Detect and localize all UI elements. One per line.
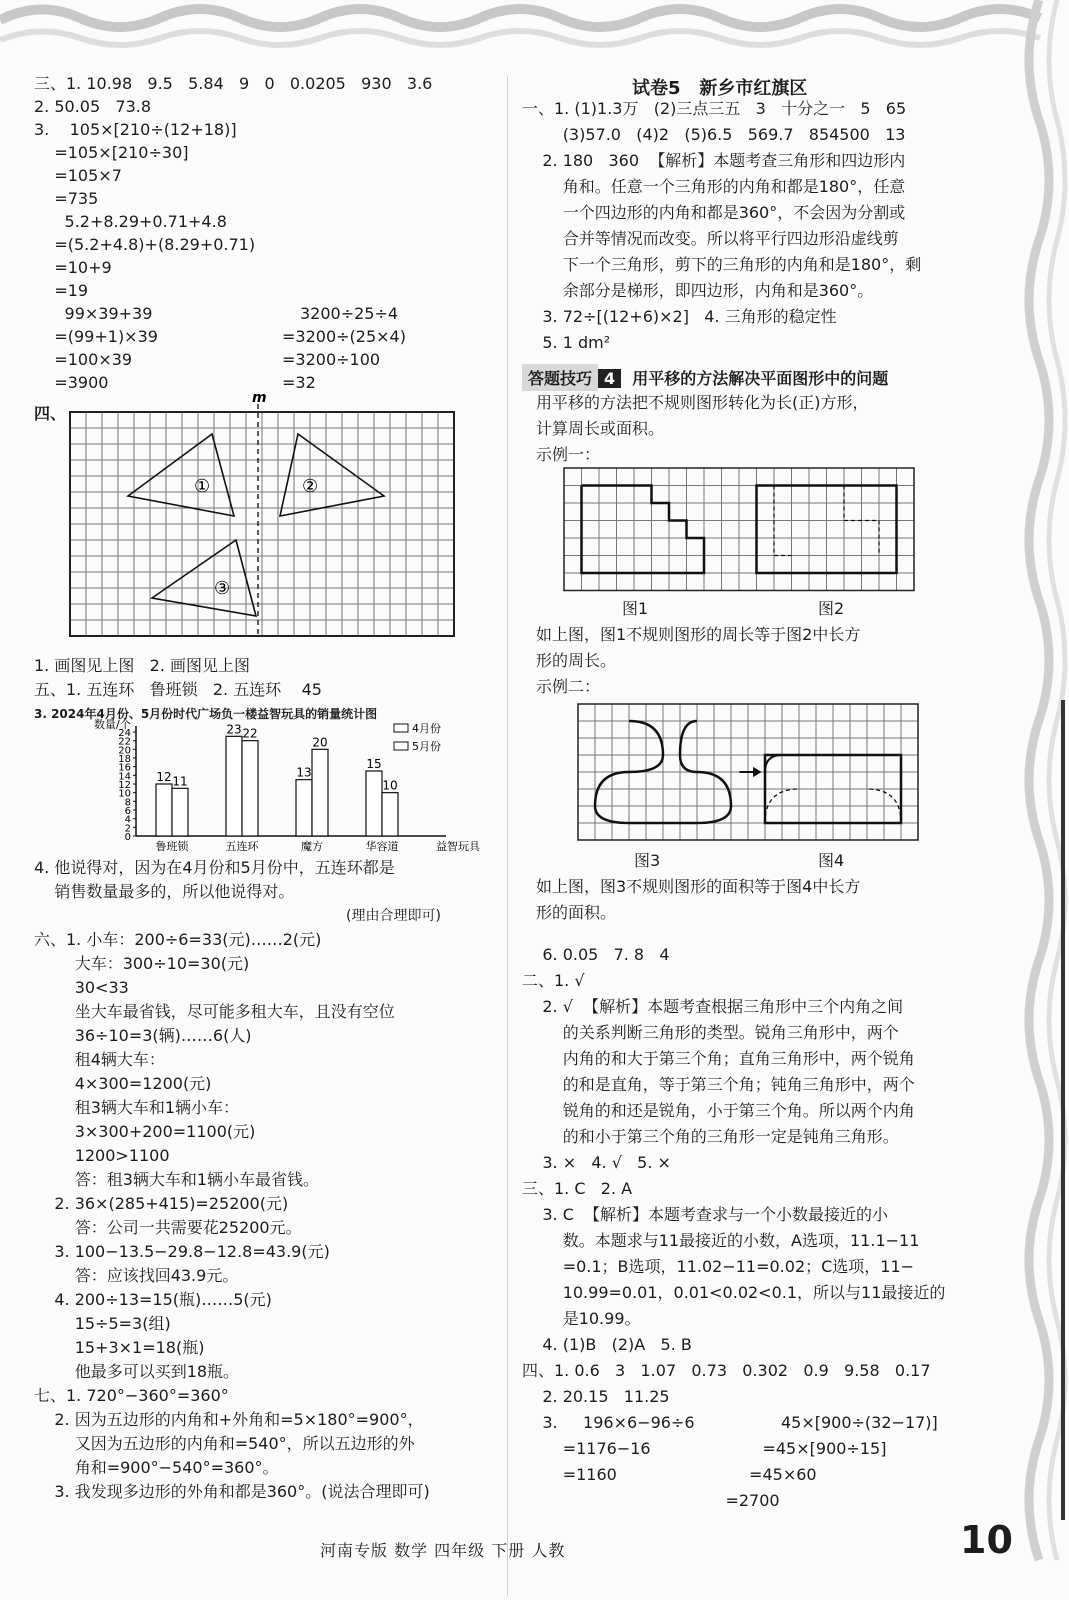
x-category-label: 魔方 [301,840,323,853]
answer-line: 下一个三角形，剪下的三角形的内角和是180°，剩 [522,255,922,274]
legend-label: 4月份 [412,722,441,735]
fig-4-caption: 图4 [818,851,845,870]
y-tick-label: 24 [118,728,131,739]
bar [296,780,312,836]
answer-line: 锐角的和还是锐角，小于第三个角。所以两个内角 [522,1101,915,1120]
answer-line: 15÷5=3(组) [34,1314,171,1333]
y-tick-label: 2 [124,823,131,835]
y-tick-label: 22 [118,736,131,748]
bar-chart [94,718,494,854]
answer-line: 是10.99。 [522,1309,641,1328]
answer-line: =1160 =45×60 [522,1465,817,1484]
answer-line: =2700 [522,1491,780,1510]
bar [226,736,242,836]
x-category-label: 五连环 [225,840,259,853]
fig4-arc [765,755,782,772]
answer-line: 2. 因为五边形的内角和+外角和=5×180°=900°， [34,1410,424,1429]
calc-line: 三、1. 10.98 9.5 5.84 9 0 0.0205 930 3.6 [34,74,433,93]
answer-line: 七、1. 720°−360°=360° [34,1386,229,1405]
answer-line: 30<33 [34,978,129,997]
example-line: 如上图，图1不规则图形的周长等于图2中长方 [536,625,861,644]
answer-line: 的和小于第三个角的三角形一定是钝角三角形。 [522,1127,899,1146]
figure-1-2 [564,468,924,596]
calc-line: 5.2+8.29+0.71+4.8 [34,212,227,231]
calc-line: =10+9 [34,258,112,277]
legend-label: 5月份 [412,740,441,753]
calc-line: =3200÷100 [282,350,381,369]
footer-info: 河南专版 数学 四年级 下册 人教 [320,1541,566,1560]
answer-line: 的和是直角，等于第三个角；钝角三角形中，两个 [522,1075,915,1094]
tip-line: 计算周长或面积。 [536,419,665,438]
bar [312,749,328,836]
bar-value-label: 23 [226,722,242,737]
answer-line: 角和。任意一个三角形的内角和都是180°，任意 [522,177,906,196]
fig1-shape [582,486,705,574]
calc-line: =32 [282,373,316,392]
answer-line: (3)57.0 (4)2 (5)6.5 569.7 854500 13 [522,125,906,144]
answer-line: 二、1. √ [522,971,585,990]
answer-line: 10.99=0.01，0.01<0.02<0.1，所以与11最接近的 [522,1283,946,1302]
right-answers-b [522,942,945,1514]
answer-line: 2. 36×(285+415)=25200(元) [34,1194,289,1213]
tip-line: 用平移的方法把不规则图形转化为长(正)方形， [536,393,869,412]
answer-line: 4. 200÷13=15(瓶)……5(元) [34,1290,272,1309]
answer-line: 4×300=1200(元) [34,1074,212,1093]
answer-line: 4. (1)B (2)A 5. B [522,1335,692,1354]
answer-line: 3. 我发现多边形的外角和都是360°。(说法合理即可) [34,1482,430,1501]
bar-value-label: 12 [156,770,172,784]
answer-line: 数。本题求与11最接近的小数，A选项，11.1−11 [522,1231,920,1250]
section-5-answer-4b: 销售数量最多的，所以他说得对。 [34,882,295,901]
answer-line: 6. 0.05 7. 8 4 [522,945,670,964]
y-tick-label: 12 [118,780,131,791]
y-tick-label: 8 [124,797,131,809]
bar [366,771,382,836]
legend-swatch [394,724,408,732]
fig-1-caption: 图1 [622,599,649,618]
answer-line: 36÷10=3(辆)……6(人) [34,1026,252,1045]
answer-line: 答：应该找回43.9元。 [34,1266,239,1285]
example-line: 形的周长。 [536,651,617,670]
bar [382,793,398,836]
answer-line: 3. 72÷[(12+6)×2] 4. 三角形的稳定性 [522,307,837,326]
triangle-3 [152,540,256,616]
figure-3-4 [578,704,918,844]
answer-line: =1176−16 =45×[900÷15] [522,1439,887,1458]
calc-line: =19 [34,281,89,300]
calc-line: 3200÷25÷4 [300,304,399,323]
answer-line: 租3辆大车和1辆小车： [34,1098,240,1117]
answer-line: 的关系判断三角形的类型。锐角三角形中，两个 [522,1023,899,1042]
fig-3-caption: 图3 [634,851,661,870]
bar [172,788,188,836]
symmetry-grid [70,390,454,644]
bar-value-label: 10 [382,778,398,793]
answer-line: 内角的和大于第三个角；直角三角形中，两个锐角 [522,1049,915,1068]
answer-line: 答：公司一共需要花25200元。 [34,1218,302,1237]
section-5-answer-1: 五、1. 五连环 鲁班锁 2. 五连环 45 [34,680,322,699]
arrow-head [753,767,762,777]
shape-label: ① [194,476,211,497]
calc-line: =3900 [34,373,109,392]
decorative-top-border [0,0,1069,62]
y-tick-label: 16 [118,762,131,774]
y-tick-label: 14 [118,771,131,783]
axis-m-label: m [252,390,267,406]
calc-line: =(99+1)×39 [34,327,158,346]
tip-title: 用平移的方法解决平面图形中的问题 [632,369,889,388]
answer-line: 2. 20.15 11.25 [522,1387,670,1406]
answer-line: 角和=900°−540°=360°。 [34,1458,279,1477]
answer-line: 2. √ 【解析】本题考查根据三角形中三个内角之间 [522,997,904,1016]
answer-line: =0.1；B选项，11.02−11=0.02；C选项，11− [522,1257,915,1276]
triangle-2 [280,434,384,516]
exam-title: 试卷5 新乡市红旗区 [632,78,808,99]
column-divider [507,76,508,1596]
answer-line: 合并等情况而改变。所以将平行四边形沿虚线剪 [522,229,899,248]
bar-value-label: 20 [312,735,328,750]
example-2-label: 示例二： [536,677,601,696]
example-2-text [536,874,860,926]
y-tick-label: 20 [118,745,131,757]
bar-value-label: 13 [296,765,312,780]
answer-line: 5. 1 dm² [522,333,611,352]
tip-header [522,364,888,391]
tip-body [536,390,869,442]
answer-line: 3×300+200=1100(元) [34,1122,256,1141]
y-tick-label: 18 [118,754,131,765]
chart-caption: 3. 2024年4月份、5月份时代广场负一楼益智玩具的销量统计图 [34,707,378,721]
example-1-label: 示例一： [536,445,601,464]
answer-line: 一个四边形的内角和都是360°，不会因为分割或 [522,203,906,222]
triangle-1 [128,434,234,516]
answer-line: 1200>1100 [34,1146,170,1165]
calc-line: =3200÷(25×4) [282,327,406,346]
calc-line: 3. 105×[210÷(12+18)] [34,120,237,139]
shape-label: ③ [214,578,231,599]
calc-line: =105×[210÷30] [34,143,189,162]
answer-line: 大车：300÷10=30(元) [34,954,250,973]
answer-line: 3. × 4. √ 5. × [522,1153,671,1172]
section-5-note: (理由合理即可) [346,908,441,924]
section-4-label: 四、 [34,404,67,423]
calc-line: =100×39 [34,350,133,369]
answer-line: 3. 196×6−96÷6 45×[900÷(32−17)] [522,1413,938,1432]
page-number: 10 [960,1518,1013,1562]
y-tick-label: 4 [124,814,131,826]
answer-line: 3. C 【解析】本题考查求与一个小数最接近的小 [522,1205,889,1224]
answer-line: 2. 180 360 【解析】本题考查三角形和四边形内 [522,151,906,170]
example-line: 如上图，图3不规则图形的面积等于图4中长方 [536,877,861,896]
tip-number: 4 [598,369,621,388]
answer-line: 3. 100−13.5−29.8−12.8=43.9(元) [34,1242,330,1261]
bar-value-label: 15 [366,757,382,771]
section-4-answers: 1. 画图见上图 2. 画图见上图 [34,656,250,675]
calc-line: 99×39+39 [34,304,153,323]
x-category-label: 华容道 [365,840,399,853]
answer-line: 他最多可以买到18瓶。 [34,1362,240,1381]
answer-line: 六、1. 小车：200÷6=33(元)……2(元) [34,930,322,949]
bar [156,784,172,836]
answer-line: 三、1. C 2. A [522,1179,633,1198]
example-1-text [536,622,860,674]
calc-line: =735 [34,189,99,208]
bar-value-label: 22 [242,726,258,741]
legend-swatch [394,742,408,750]
y-tick-label: 0 [124,832,131,843]
answer-line: 答：租3辆大车和1辆小车最省钱。 [34,1170,320,1189]
x-category-label: 鲁班锁 [155,840,189,853]
answer-line: 坐大车最省钱，尽可能多租大车，且没有空位 [34,1002,395,1021]
section-5-answer-4a: 4. 他说得对，因为在4月份和5月份中，五连环都是 [34,858,395,877]
answer-line: 15+3×1=18(瓶) [34,1338,205,1357]
y-tick-label: 10 [118,788,131,800]
answer-line: 余部分是梯形，即四边形，内角和是360°。 [522,281,874,300]
right-answers-a [522,96,921,356]
x-axis-label: 益智玩具 [436,840,480,853]
calc-line: =(5.2+4.8)+(8.29+0.71) [34,235,256,254]
answer-line: 又因为五边形的内角和=540°，所以五边形的外 [34,1434,415,1453]
answer-line: 一、1. (1)1.3万 (2)三点三五 3 十分之一 5 65 [522,99,907,118]
shape-label: ② [302,476,319,497]
y-axis-label: 数量/个 [94,718,131,731]
y-tick-label: 6 [124,806,131,817]
example-line: 形的面积。 [536,903,617,922]
answer-line: 租4辆大车： [34,1050,165,1069]
tip-label: 答题技巧 [522,364,598,391]
calc-line: =105×7 [34,166,122,185]
answer-line: 四、1. 0.6 3 1.07 0.73 0.302 0.9 9.58 0.17 [522,1361,931,1380]
fig-2-caption: 图2 [818,599,845,618]
bar [242,741,258,836]
bar-value-label: 11 [172,774,188,789]
calc-line: 2. 50.05 73.8 [34,97,152,116]
decorative-right-border [1009,0,1069,1600]
